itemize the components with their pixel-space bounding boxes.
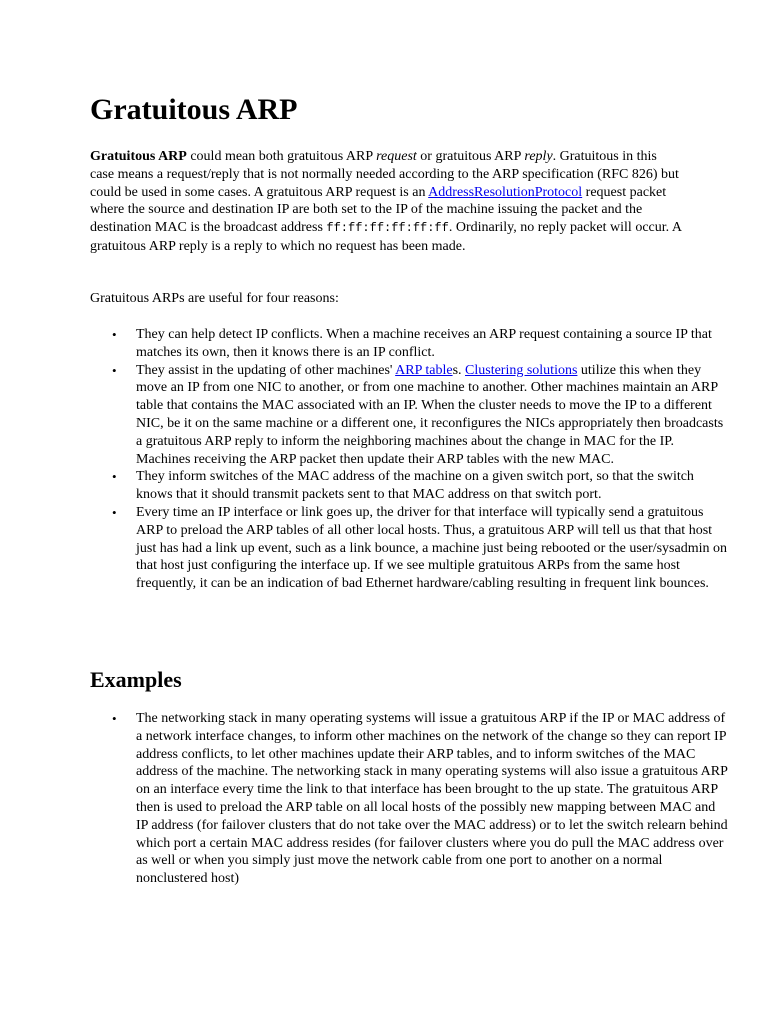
- reason-ip-conflicts: • They can help detect IP conflicts. When a machine receives an ARP request containing a source IP that matches its own, then it knows there is an IP conflict.: [136, 326, 730, 362]
- reason-link-up: • Every time an IP interface or link goes up, the driver for that interface will typically send a gratuitous ARP to preload the ARP tables of all other local hosts. Thus, a gratuitous ARP will tell us that that host just has had a link up event, such as a link bounce, a machine just being rebooted or the user/sysadmin on that host just configuring the interface up. If we see multiple gratuitous ARPs from the same host frequently, it can be an indication of bad Ethernet hardware/cabling resulting in frequent link bounces.: [136, 504, 730, 593]
- intro-reply: reply: [524, 149, 553, 164]
- arp-protocol-link[interactable]: AddressResolutionProtocol: [428, 184, 583, 200]
- intro-text-1: could mean both gratuitous ARP: [186, 149, 377, 164]
- clustering-solutions-link[interactable]: Clustering solutions: [465, 362, 578, 378]
- examples-list: [90, 710, 730, 888]
- example-networking-stack: • The networking stack in many operating systems will issue a gratuitous ARP if the IP or MAC address of a network interface changes, to inform other machines on the network of the change so they can report IP address conflicts, to let other machines update their ARP tables, and to inform switches of the MAC address of the machine. The networking stack in many operating systems will also issue a gratuitous ARP on an interface every time the link to that interface has been brought to the up state. The gratuitous ARP then is used to preload the ARP table on all local hosts of the possibly new mapping between MAC and IP address (for failover clusters that do not take over the MAC address) or to let the switch relearn behind which port a certain MAC address resides (for failover clusters where you do pull the MAC address over as well or when you simply just move the network cable from one port to another on a normal nonclustered host): [136, 710, 730, 888]
- intro-term: Gratuitous ARP: [90, 149, 187, 164]
- intro-paragraph: [90, 148, 684, 256]
- intro-request: request: [376, 149, 417, 164]
- intro-text-5: . Ordinarily, no reply packet will occur. A gratuitous ARP reply is a reply to which no request has been made.: [90, 220, 682, 254]
- page-title: Gratuitous ARP: [90, 93, 298, 126]
- reason-2-text-1: They assist in the updating of other machines': [136, 362, 396, 378]
- reasons-intro: Gratuitous ARPs are useful for four reasons:: [90, 291, 339, 306]
- examples-heading: Examples: [90, 667, 182, 692]
- reason-arp-table-update: [136, 362, 730, 469]
- intro-text-2: or gratuitous ARP: [416, 149, 525, 164]
- intro-text-3: . Gratuitous in this case means a request/reply that is not normally needed according to the ARP specification (RFC 826) but could be used in some cases. A gratuitous ARP request is an: [90, 149, 679, 200]
- intro-text-4: request packet where the source and destination IP are both set to the IP of the machine issuing the packet and the destination MAC is the broadcast address: [90, 184, 667, 236]
- reason-2-text-3: utilize this when they move an IP from one NIC to another, or from one machine to another. Other machines maintain an ARP table that contains the MAC associated with an IP. When the cluster needs to move the IP to a different NIC, be it on the same machine or a different one, it reconfigures the NICs appropriately then broadcasts a gratuitous ARP reply to inform the neighboring machines about the change in MAC for the IP. Machines receiving the ARP packet then update their ARP tables with the new MAC.: [136, 362, 724, 467]
- broadcast-mac: ff:ff:ff:ff:ff:ff: [326, 221, 449, 236]
- reason-switch-mac: • They inform switches of the MAC address of the machine on a given switch port, so that the switch knows that it should transmit packets sent to that MAC address on that switch port.: [136, 468, 730, 504]
- reasons-list: [90, 326, 730, 593]
- arp-table-link[interactable]: ARP table: [395, 362, 453, 378]
- reason-2-text-2: s.: [452, 362, 466, 378]
